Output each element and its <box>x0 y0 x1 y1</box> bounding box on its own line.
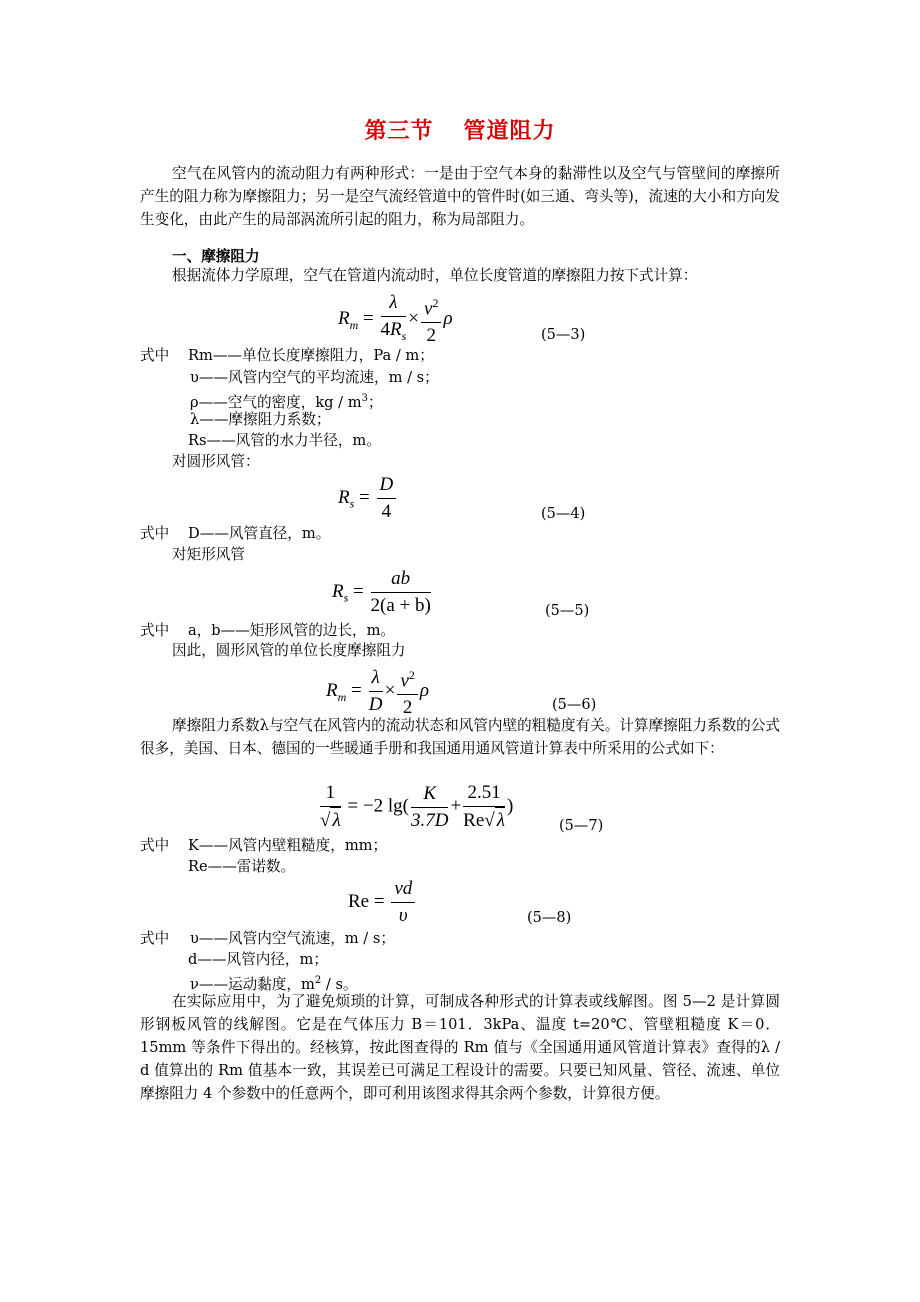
lambda-paragraph: 摩擦阻力系数λ与空气在风管内的流动状态和风管内壁的粗糙度有关。计算摩擦阻力系数的公式很多，美国、日本、德国的一些暖通手册和我国通用通风管道计算表中所采用的公式如下： <box>140 717 780 757</box>
therefore-text: 因此，圆形风管的单位长度摩擦阻力 <box>172 642 406 659</box>
equation-5-4: $R_s$ = $\frac{D}{4}$ <box>338 472 398 525</box>
practice-paragraph: 在实际应用中，为了避免烦琐的计算，可制成各种形式的计算表或线解图。图 5—2 是计算圆形钢板风管的线解图。它是在气体压力 B＝101．3kPa、温度 t=20℃、管壁粗糙度 K＝0．15mm 等条件下得出的。经核算，按此图查得的 Rm 值与《全国通用通风管道计算表》查得的λ / d 值算出的 Rm 值基本一致，其误差已可满足工程设计的需要。只要已知风量、管径、流速、单位摩擦阻力 4 个参数中的任意两个，即可利用该图求得其余两个参数，计算很方便。 <box>140 993 780 1102</box>
def-density: ρ——空气的密度，kg / $m^3$； <box>190 393 383 411</box>
def-reynolds: Re——雷诺数。 <box>188 858 296 875</box>
equation-number-5-6: (5—6) <box>552 697 597 713</box>
equation-number-5-4: (5—4) <box>541 506 586 522</box>
def-air-velocity: υ——风管内空气流速，m / s； <box>190 930 395 947</box>
page-title <box>0 114 920 145</box>
equation-5-6: $R_m$ = $\frac{\lambda}{D}$ × $\frac{v^2}{2}$ ρ <box>326 662 429 721</box>
def-viscosity: ν——运动黏度，$m^2$ / s。 <box>190 975 358 993</box>
where-label-3: 式中 <box>140 622 170 639</box>
rect-duct-label: 对矩形风管 <box>172 546 245 563</box>
equation-5-3: $R_m$ = $\frac{\lambda}{4R_s}$ × $\frac{v^2}{2}$ ρ <box>338 290 453 349</box>
def-velocity: υ——风管内空气的平均流速，m / s； <box>190 369 439 386</box>
equation-5-7: $\frac{1}{√ \lambda}$ = −2 lg( $\frac{K}{3.7D}$ + $\frac{2.51}{Re√ \lambda}$ ) <box>318 780 513 834</box>
where-label: 式中 <box>140 347 170 364</box>
title-section-number: 第三节 <box>364 119 434 144</box>
def-lambda: λ——摩擦阻力系数； <box>190 411 331 428</box>
section-heading-friction: 一、摩擦阻力 <box>172 248 260 265</box>
equation-5-5: $R_s$ = $\frac{ab}{2(a + b)}$ <box>332 568 431 616</box>
equation-number-5-5: (5—5) <box>545 603 590 619</box>
def-roughness: K——风管内壁粗糙度，mm； <box>188 837 388 854</box>
equation-number-5-8: (5—8) <box>527 910 572 926</box>
def-inner-diameter: d——风管内径，m； <box>188 951 328 968</box>
round-duct-label: 对圆形风管： <box>172 453 260 470</box>
where-label-5: 式中 <box>140 930 170 947</box>
def-rm: Rm——单位长度摩擦阻力，Pa / m； <box>188 347 434 364</box>
def-sides: a，b——矩形风管的边长，m。 <box>188 622 396 639</box>
where-label-4: 式中 <box>140 837 170 854</box>
equation-number-5-7: (5—7) <box>559 818 604 834</box>
equation-5-8: Re = $\frac{vd}{\upsilon}$ <box>348 876 417 929</box>
equation-number-5-3: (5—3) <box>541 327 586 343</box>
where-label-2: 式中 <box>140 525 170 542</box>
title-text: 管道阻力 <box>463 119 556 144</box>
intro-paragraph: 空气在风管内的流动阻力有两种形式：一是由于空气本身的黏滞性以及空气与管壁间的摩擦所产生的阻力称为摩擦阻力；另一是空气流经管道中的管件时(如三通、弯头等)，流速的大小和方向发生变化，由此产生的局部涡流所引起的阻力，称为局部阻力。 <box>140 165 780 228</box>
def-rs: Rs——风管的水力半径，m。 <box>188 432 381 449</box>
basis-text: 根据流体力学原理，空气在管道内流动时，单位长度管道的摩擦阻力按下式计算： <box>172 267 698 284</box>
def-diameter: D——风管直径，m。 <box>188 525 331 542</box>
